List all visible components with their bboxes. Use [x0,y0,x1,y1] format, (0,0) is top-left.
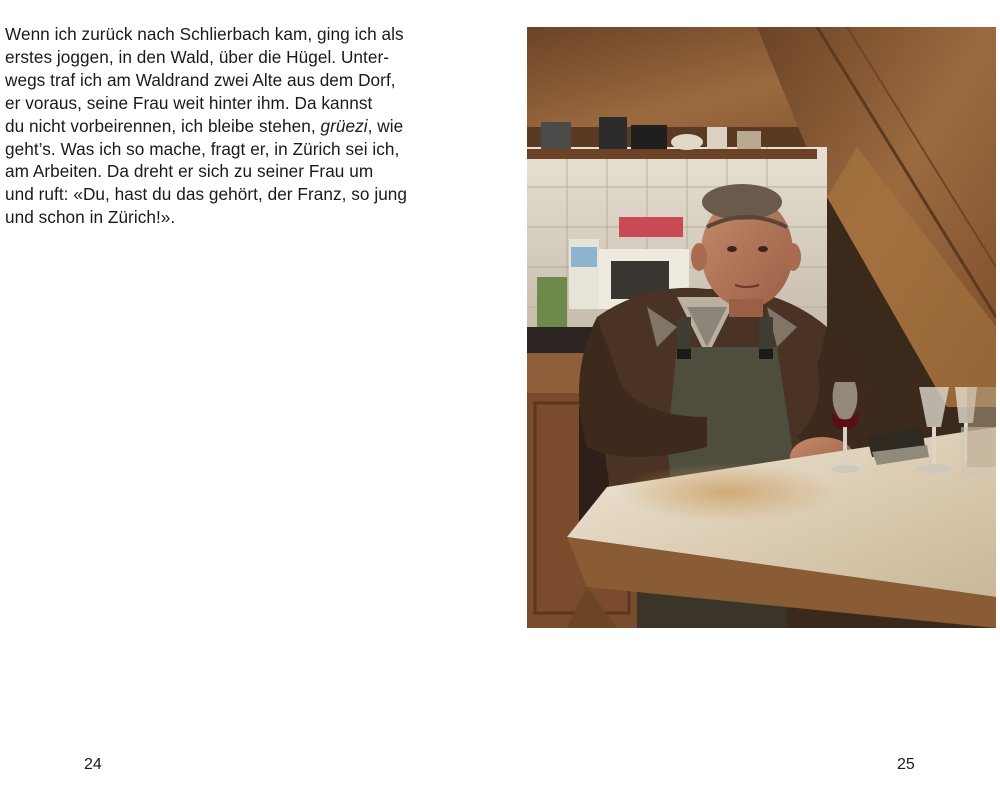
text-line: du nicht vorbeirennen, ich bleibe stehen, grüezi, wie [5,115,404,136]
text-line: erstes joggen, in den Wald, über die Hügel. Unter- [5,46,390,67]
text-line: wegs traf ich am Waldrand zwei Alte aus dem Dorf, [5,69,396,90]
page-number-left: 24 [84,756,102,773]
text-line: am Arbeiten. Da dreht er sich zu seiner Frau um [5,161,374,182]
page-number-right: 25 [897,756,915,773]
shelf [527,149,817,159]
body-text [5,23,475,229]
text-line: und schon in Zürich!». [5,207,176,228]
portrait-photo [527,27,996,628]
portrait-photo-illustration [527,27,996,628]
text-line: und ruft: «Du, hast du das gehört, der Franz, so jung [5,184,408,205]
text-line: er voraus, seine Frau weit hinter ihm. Da kannst [5,92,373,113]
italic-word: grüezi [320,115,368,136]
text-line: Wenn ich zurück nach Schlierbach kam, ging ich als [5,24,404,44]
text-line: geht’s. Was ich so mache, fragt er, in Zürich sei ich, [5,138,400,159]
